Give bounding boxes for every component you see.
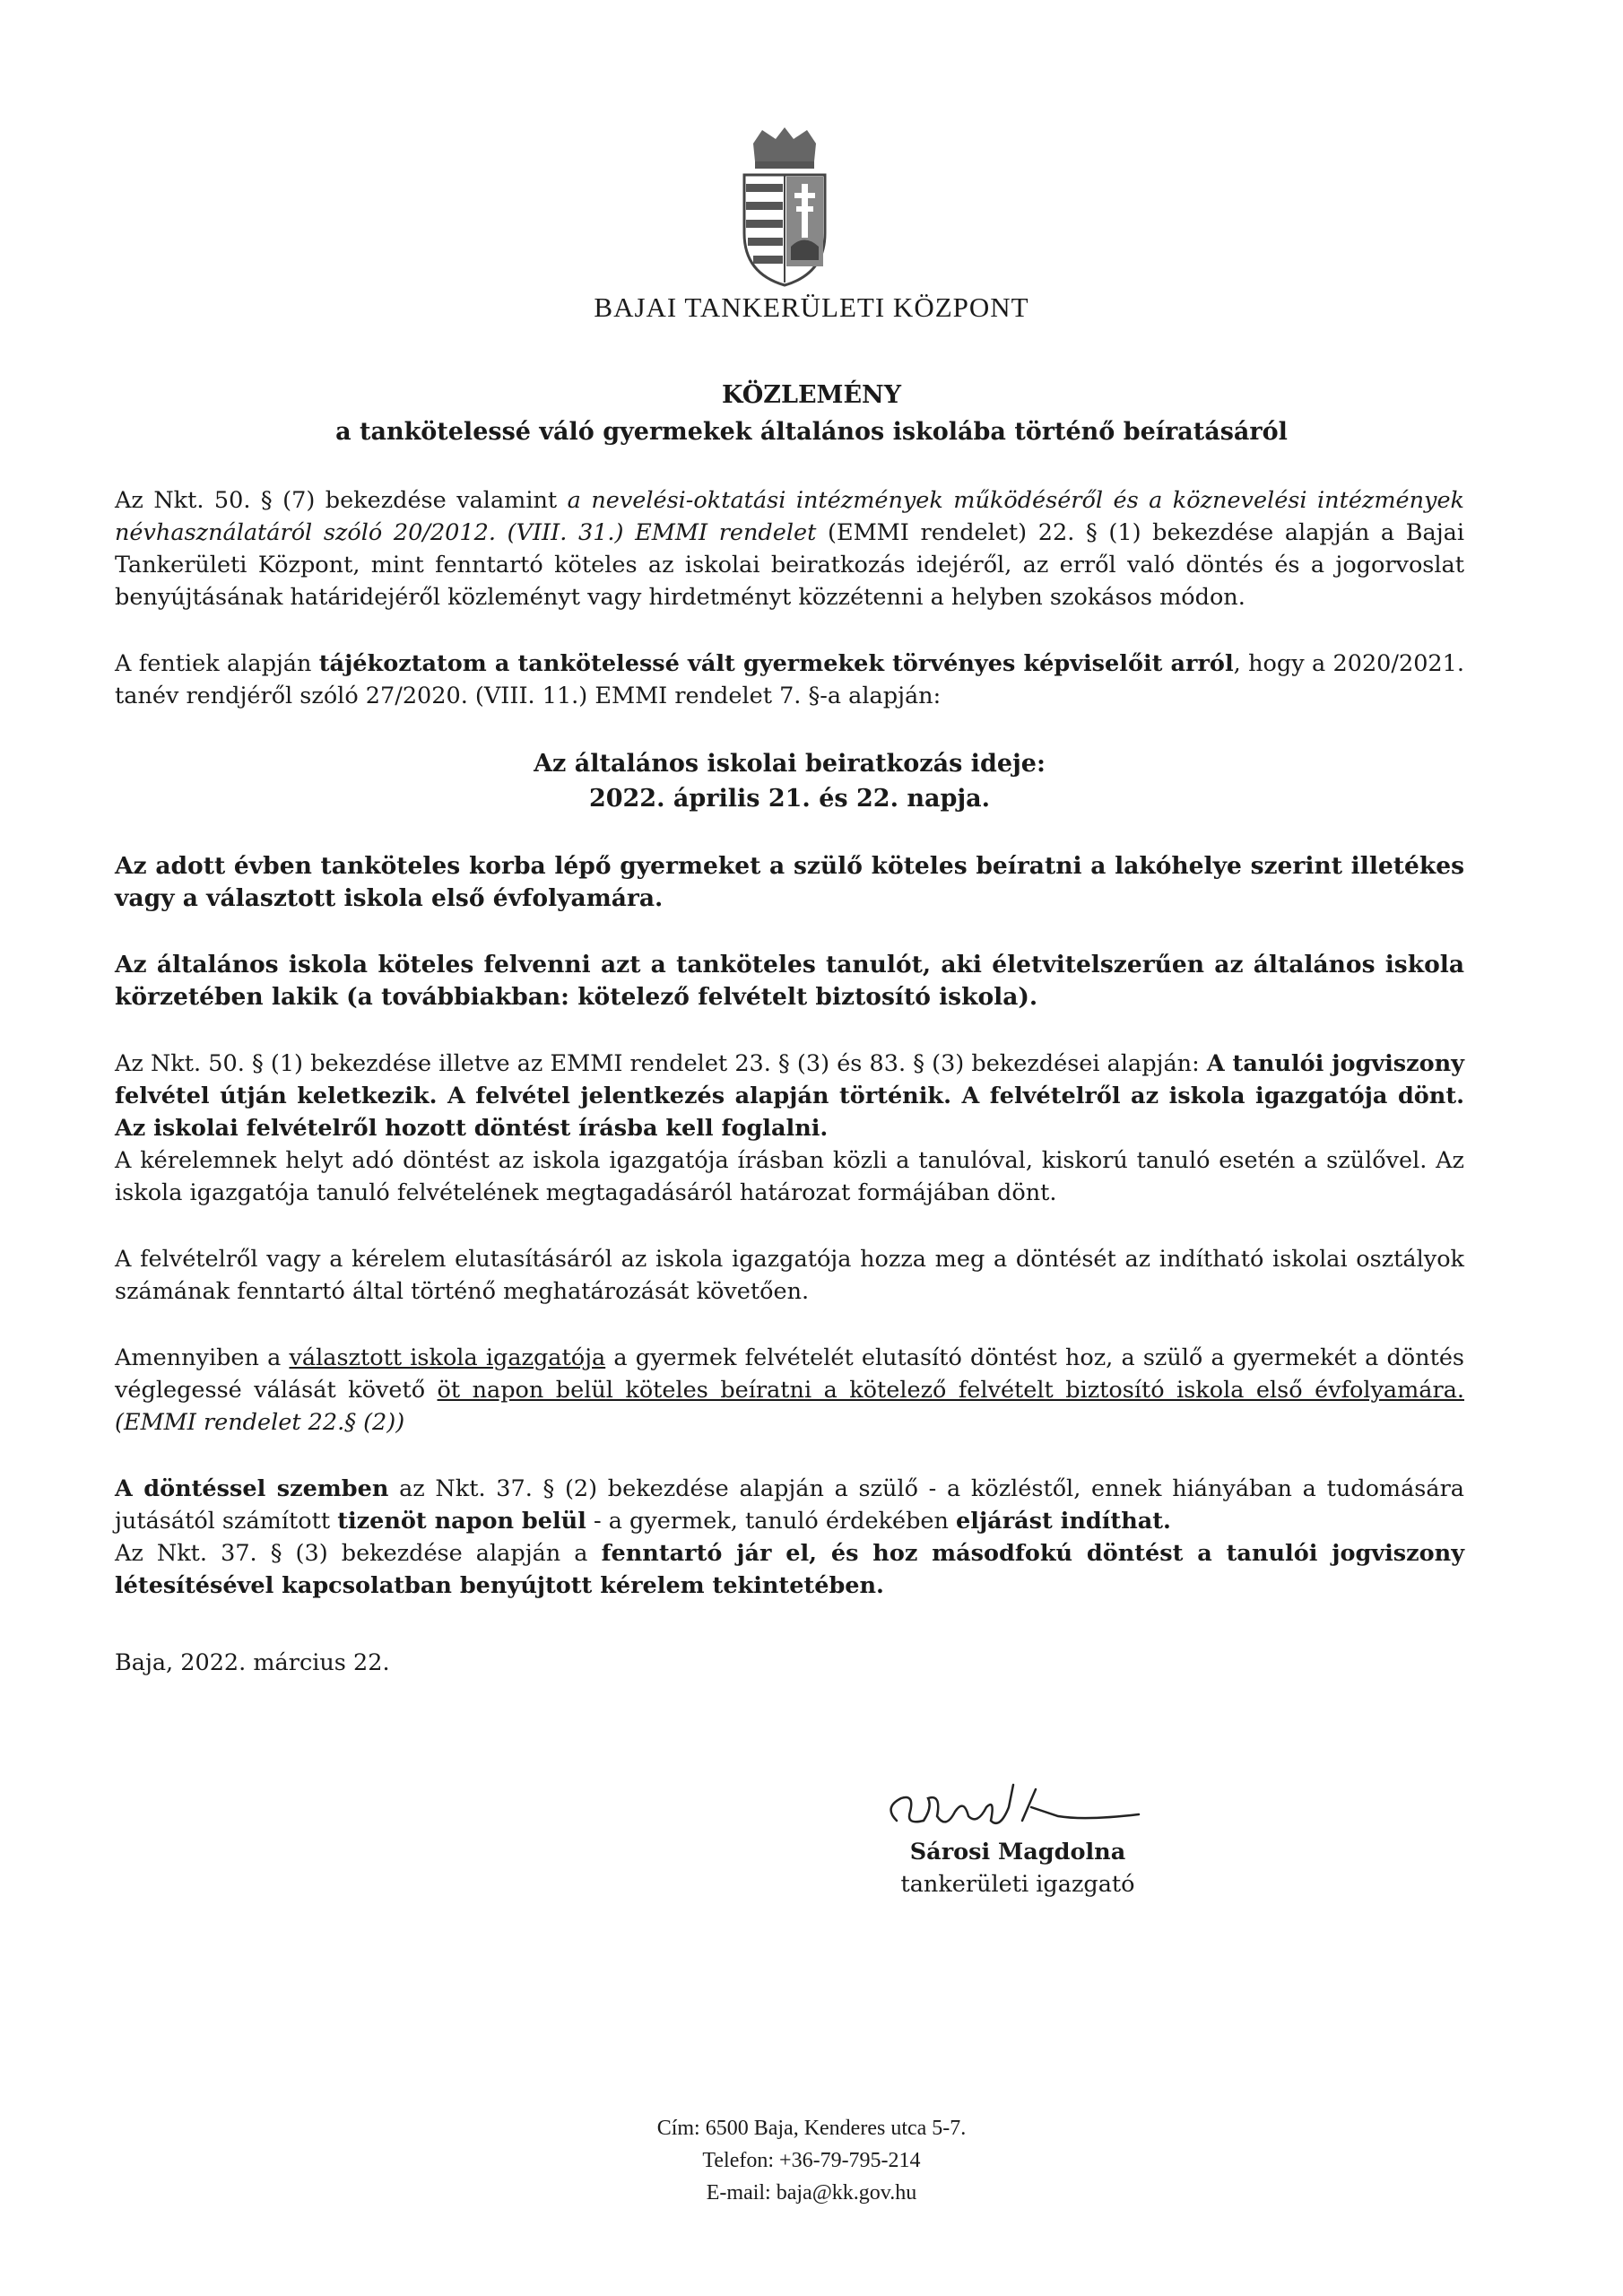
p5-part-a: Az Nkt. 50. § (1) bekezdése illetve az EMMI rendelet 23. § (3) és 83. § (3) bekezdései alapján:	[115, 1050, 1207, 1077]
p8-part-d: öt napon belül köteles beíratni a kötelező felvételt biztosító iskola első évfolyamára.	[437, 1377, 1464, 1404]
paragraph-8	[115, 1342, 1464, 1439]
paragraph-1	[115, 484, 1464, 613]
p8-part-a: Amennyiben a	[115, 1344, 290, 1371]
enrollment-heading: Az általános iskolai beiratkozás ideje:	[534, 750, 1046, 778]
signatory-name: Sárosi Magdolna	[909, 1839, 1126, 1866]
p9-part-e: eljárást indíthat.	[956, 1508, 1171, 1535]
footer-email[interactable]: E-mail: baja@kk.gov.hu	[706, 2181, 917, 2205]
p1-part-a: Az Nkt. 50. § (7) bekezdése valamint	[115, 487, 568, 514]
paragraph-2	[115, 648, 1464, 712]
p10-part-a: Az Nkt. 37. § (3) bekezdése alapján a	[115, 1540, 602, 1567]
document-date: Baja, 2022. március 22.	[115, 1649, 390, 1676]
p2-part-c: , hogy a 2020/2021. tanév rendjéről szóló 27/2020. (VIII. 11.) EMMI rendelet 7. §-a alapján:	[115, 650, 1464, 709]
paragraph-3: Az adott évben tanköteles korba lépő gyermeket a szülő köteles beíratni a lakóhelye szerint illetékes vagy a választott iskola első évfolyamára.	[115, 852, 1464, 912]
footer-address: Cím: 6500 Baja, Kenderes utca 5-7.	[656, 2117, 967, 2140]
p9-part-a: A döntéssel szemben	[115, 1475, 389, 1502]
p8-part-c: a gyermek felvételét elutasító döntést hoz, a szülő a gyermekét a döntés véglegessé válását követő	[115, 1344, 1464, 1404]
p8-part-b: választott iskola igazgatója	[289, 1344, 606, 1371]
p5-part-b: A tanulói jogviszony felvétel útján keletkezik. A felvétel jelentkezés alapján történik. A felvételről az iskola igazgatója dönt. Az iskolai felvételről hozott döntést írásba kell foglalni.	[115, 1050, 1465, 1142]
p2-part-b: tájékoztatom a tankötelessé vált gyermekek törvényes képviselőit arról	[318, 650, 1234, 677]
signature-block	[874, 1780, 1161, 1900]
p10-part-b: fenntartó jár el, és hoz másodfokú döntést a tanulói jogviszony létesítésével kapcsolatban benyújtott kérelem tekintetében.	[115, 1540, 1465, 1599]
document-title	[0, 377, 1623, 450]
footer	[0, 2112, 1623, 2209]
paragraph-7: A felvételről vagy a kérelem elutasításáról az iskola igazgatója hozza meg a döntését az indítható iskolai osztályok számának fenntartó által történő meghatározását követően.	[115, 1246, 1464, 1305]
paragraph-4: Az általános iskola köteles felvenni azt a tanköteles tanulót, aki életvitelszerűen az általános iskola körzetében lakik (a továbbiakban: kötelező felvételt biztosító iskola).	[115, 951, 1464, 1011]
document-body	[115, 484, 1464, 1679]
paragraph-10	[115, 1537, 1464, 1602]
p9-part-b: az Nkt. 37. § (2) bekezdése alapján a szülő - a közléstől, ennek hiányában a tudomására jutásától számított	[115, 1475, 1464, 1535]
title-main: KÖZLEMÉNY	[722, 381, 901, 409]
coat-of-arms-icon	[735, 126, 834, 287]
p9-part-c: tizenöt napon belül	[337, 1508, 586, 1535]
enrollment-date: 2022. április 21. és 22. napja.	[588, 785, 991, 813]
p2-part-a: A fentiek alapján	[115, 650, 319, 677]
p9-part-d: - a gyermek, tanuló érdekében	[586, 1508, 957, 1535]
p1-part-b: a nevelési-oktatási intézmények működéséről és a köznevelési intézmények névhasználatáról szóló 20/2012. (VIII. 31.) EMMI rendelet	[115, 487, 1464, 546]
paragraph-5	[115, 1048, 1464, 1144]
title-sub: a tankötelessé váló gyermekek általános iskolába történő beíratásáról	[335, 418, 1288, 446]
signatory-role: tankerületi igazgató	[900, 1871, 1135, 1898]
p8-part-e: (EMMI rendelet 22.§ (2))	[115, 1409, 405, 1436]
p1-part-c: (EMMI rendelet) 22. § (1) bekezdése alapján a Bajai Tankerületi Központ, mint fenntartó köteles az iskolai beiratkozás idejéről, az erről való döntés és a jogorvoslat benyújtásának határidejéről közleményt vagy hirdetményt közzétenni a helyben szokásos módon.	[115, 519, 1464, 611]
paragraph-6: A kérelemnek helyt adó döntést az iskola igazgatója írásban közli a tanulóval, kiskorú tanuló esetén a szülővel. Az iskola igazgatója tanuló felvételének megtagadásáról határozat formájában dönt.	[115, 1147, 1464, 1206]
footer-phone: Telefon: +36-79-795-214	[702, 2149, 921, 2172]
organization-name: BAJAI TANKERÜLETI KÖZPONT	[594, 291, 1029, 323]
paragraph-9	[115, 1473, 1464, 1537]
